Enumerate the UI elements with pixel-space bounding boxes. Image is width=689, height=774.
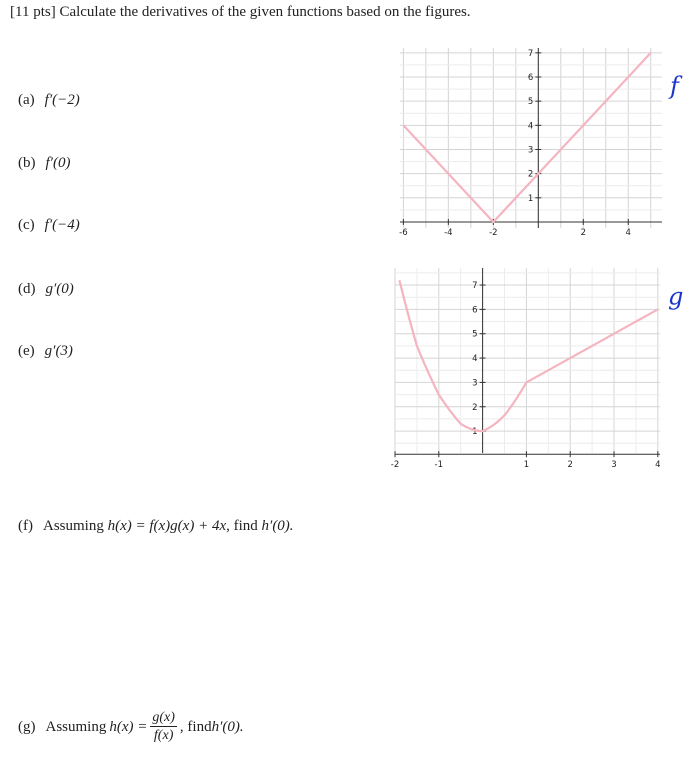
graph-g — [390, 258, 685, 473]
y-tick-label: 6 — [472, 305, 478, 316]
x-tick-label: 4 — [655, 460, 661, 471]
fraction-denominator: f(x) — [153, 728, 174, 743]
question-f — [18, 518, 294, 535]
function-label: g — [668, 282, 684, 311]
y-tick-label: 7 — [472, 281, 478, 292]
y-tick-label: 4 — [527, 121, 534, 132]
y-tick-label: 7 — [527, 48, 534, 59]
question-label: (a) — [18, 92, 35, 108]
question-d — [18, 281, 74, 298]
question-expression: h(x) = — [109, 718, 148, 735]
question-label: (f) — [18, 518, 33, 534]
question-target: h′(0). — [211, 718, 244, 735]
x-tick-label: 2 — [580, 227, 586, 238]
question-expression: f′(−4) — [44, 217, 80, 233]
question-label: (g) — [18, 718, 36, 735]
question-expression: h(x) = f(x)g(x) + 4x — [107, 518, 227, 534]
y-tick-label: 1 — [472, 427, 478, 438]
question-b — [18, 155, 70, 172]
graph-f — [390, 38, 685, 253]
question-text: Assuming — [43, 518, 108, 534]
question-a — [18, 92, 80, 109]
grid — [395, 268, 660, 453]
fraction — [150, 710, 177, 744]
problem-header: [11 pts] Calculate the derivatives of the given functions based on the figures. — [10, 4, 471, 20]
y-tick-label: 5 — [472, 329, 478, 340]
x-tick-label: -4 — [444, 227, 453, 238]
y-tick-label: 4 — [472, 354, 478, 365]
x-tick-label: -1 — [434, 460, 444, 471]
question-label: (e) — [18, 343, 35, 359]
question-label: (d) — [18, 281, 36, 297]
x-tick-label: -2 — [390, 460, 400, 471]
question-g — [18, 710, 244, 744]
question-e — [18, 343, 73, 360]
x-tick-label: 2 — [567, 460, 573, 471]
question-expression: g′(3) — [44, 343, 73, 359]
question-target: h′(0). — [261, 518, 294, 534]
question-label: (c) — [18, 217, 35, 233]
x-tick-label: 4 — [625, 227, 631, 238]
fraction-numerator: g(x) — [152, 710, 175, 725]
x-tick-label: -6 — [399, 227, 408, 238]
x-tick-label: -2 — [489, 227, 498, 238]
question-expression: g′(0) — [45, 281, 74, 297]
y-tick-label: 2 — [527, 169, 534, 180]
x-tick-label: 1 — [523, 460, 530, 471]
question-label: (b) — [18, 155, 36, 171]
x-tick-label: 3 — [611, 460, 617, 471]
function-curve — [399, 280, 657, 431]
y-tick-label: 2 — [472, 402, 478, 413]
question-text: , find — [226, 518, 262, 534]
y-tick-label: 1 — [527, 193, 534, 204]
y-tick-label: 5 — [527, 97, 534, 108]
y-tick-label: 6 — [527, 72, 534, 83]
question-text: Assuming — [45, 718, 107, 735]
question-c — [18, 217, 80, 234]
question-expression: f′(−2) — [44, 92, 80, 108]
y-tick-label: 3 — [472, 378, 478, 389]
y-tick-label: 3 — [527, 145, 534, 156]
question-expression: f′(0) — [45, 155, 71, 171]
axes — [391, 268, 661, 470]
question-text: , find — [179, 718, 212, 735]
function-label: f — [670, 71, 679, 100]
